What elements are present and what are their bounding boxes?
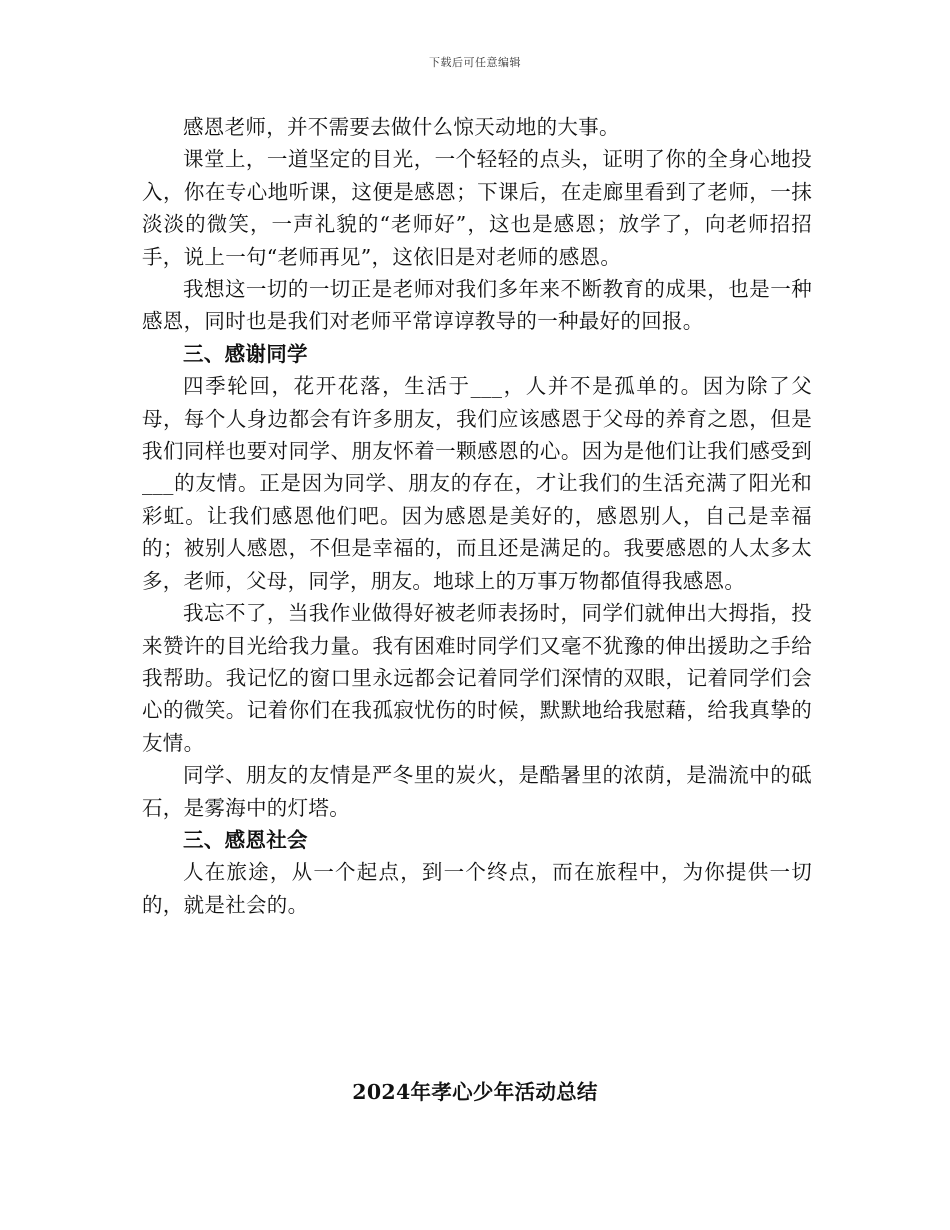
paragraph-classroom: 课堂上，一道坚定的目光，一个轻轻的点头，证明了你的全身心地投入，你在专心地听课，这便是感恩；下课后，在走廊里看到了老师，一抹淡淡的微笑，一声礼貌的“老师好”，这也是感恩；放学了，向老师招招手，说上一句“老师再见”，这依旧是对老师的感恩。 bbox=[142, 147, 812, 269]
document-title: 2024年孝心少年活动总结 bbox=[352, 1080, 598, 1104]
page-header: 下载后可任意编辑 bbox=[429, 56, 521, 69]
paragraph-thank-teacher-intro: 感恩老师，并不需要去做什么惊天动地的大事。 bbox=[183, 115, 620, 139]
paragraph-friendship: 同学、朋友的友情是严冬里的炭火，是酷暑里的浓荫，是湍流中的砥石，是雾海中的灯塔。 bbox=[142, 763, 812, 820]
paragraph-society: 人在旅途，从一个起点，到一个终点，而在旅程中，为你提供一切的，就是社会的。 bbox=[142, 860, 812, 917]
section-heading-society: 三、感恩社会 bbox=[183, 827, 308, 852]
paragraph-reflection: 我想这一切的一切正是老师对我们多年来不断教育的成果，也是一种感恩，同时也是我们对老师平常谆谆教导的一种最好的回报。 bbox=[142, 277, 812, 334]
document-body bbox=[142, 111, 812, 921]
paragraph-memories: 我忘不了，当我作业做得好被老师表扬时，同学们就伸出大拇指，投来赞许的目光给我力量。我有困难时同学们又毫不犹豫的伸出援助之手给我帮助。我记忆的窗口里永远都会记着同学们深情的双眼，记着同学们会心的微笑。记着你们在我孤寂忧伤的时候，默默地给我慰藉，给我真挚的友情。 bbox=[142, 601, 812, 755]
paragraph-seasons: 四季轮回，花开花落，生活于___，人并不是孤单的。因为除了父母，每个人身边都会有许多朋友，我们应该感恩于父母的养育之恩，但是我们同样也要对同学、朋友怀着一颗感恩的心。因为是他们让我们感受到___的友情。正是因为同学、朋友的存在，才让我们的生活充满了阳光和彩虹。让我们感恩他们吧。因为感恩是美好的，感恩别人，自己是幸福的；被别人感恩，不但是幸福的，而且还是满足的。我要感恩的人太多太多，老师，父母，同学，朋友。地球上的万事万物都值得我感恩。 bbox=[142, 374, 812, 593]
section-heading-classmates: 三、感谢同学 bbox=[183, 341, 308, 366]
